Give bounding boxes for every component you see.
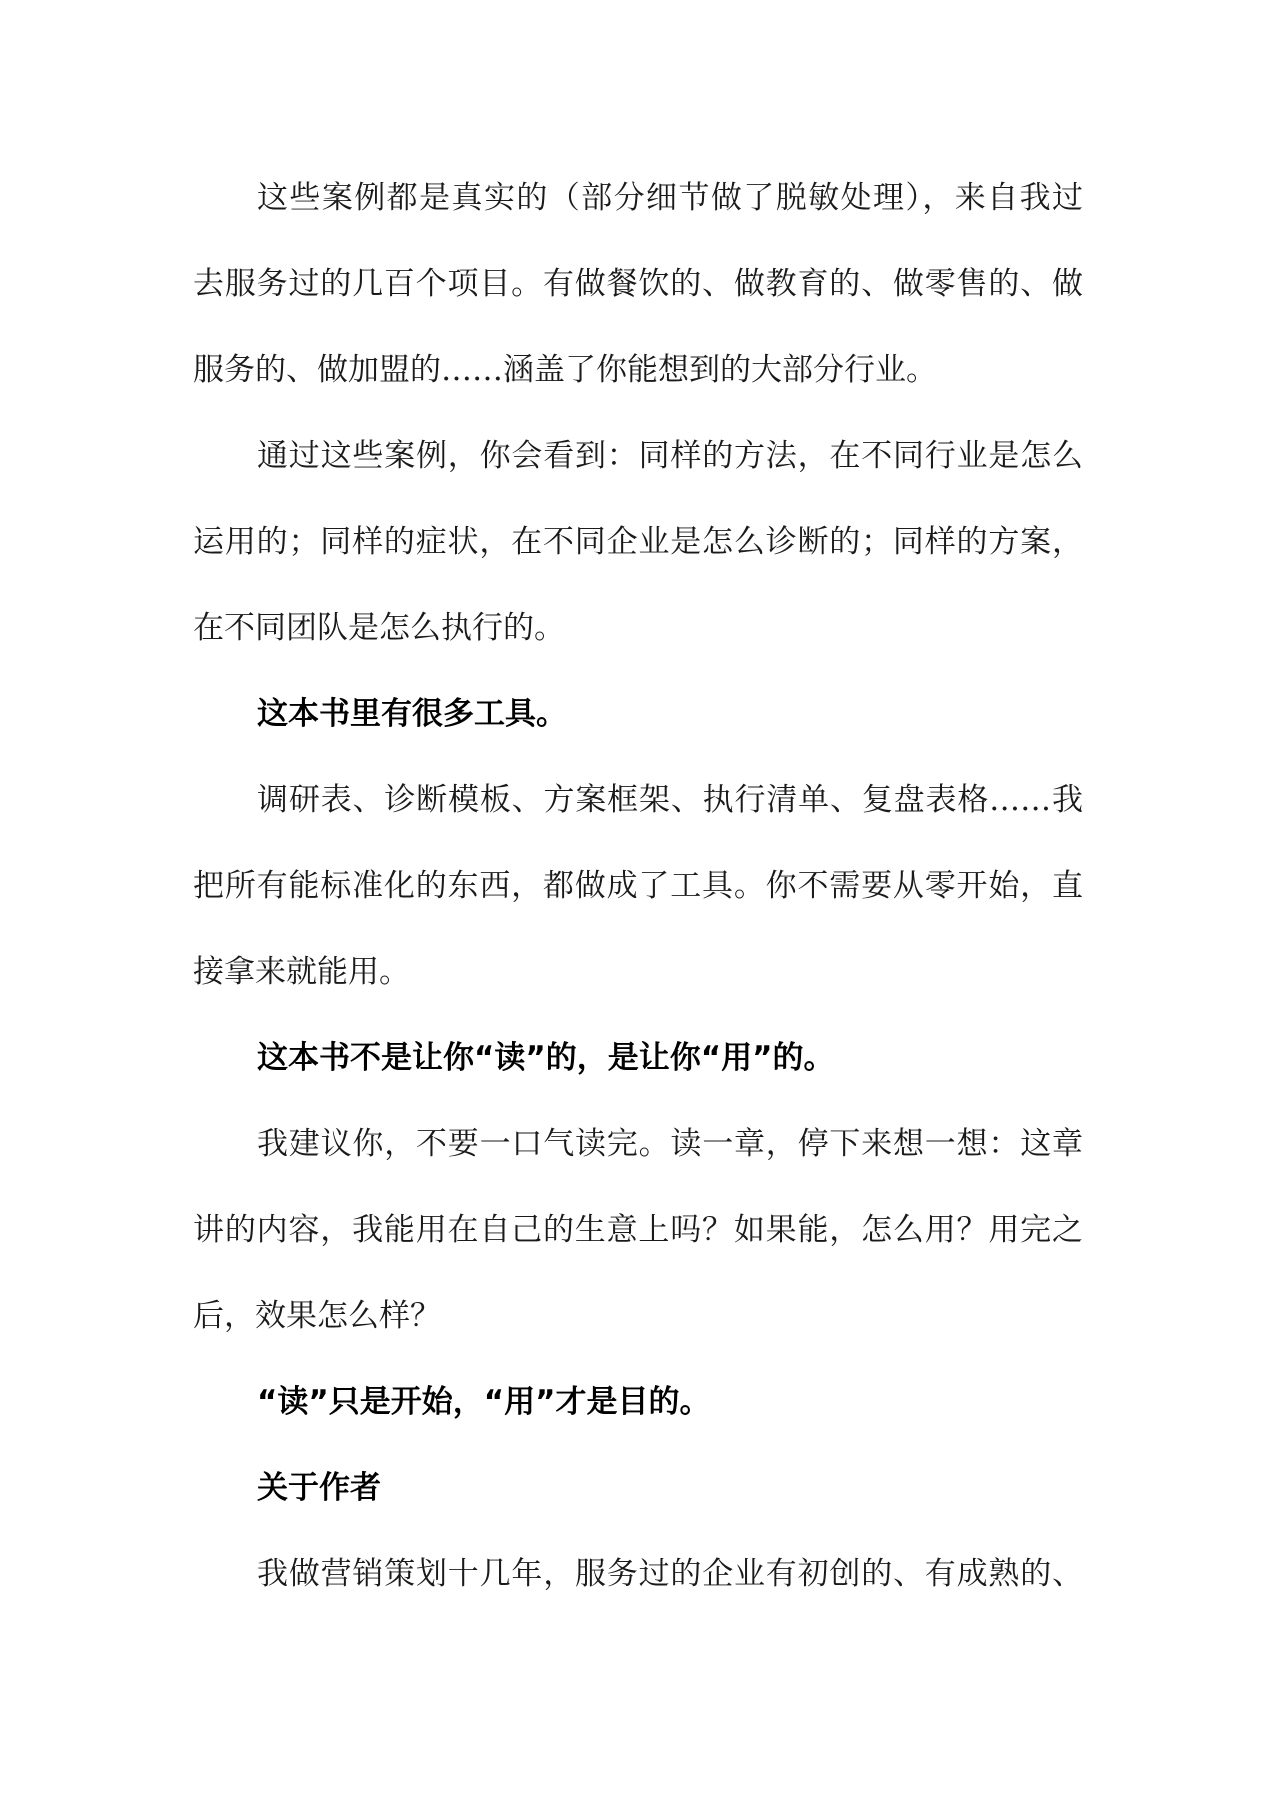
body-text-line: 在不同团队是怎么执行的。 xyxy=(193,610,565,646)
body-text-line: 接拿来就能用。 xyxy=(193,954,410,990)
body-text-line: 我做营销策划十几年，服务过的企业有初创的、有成熟的、 xyxy=(257,1556,1083,1592)
section-heading: 关于作者 xyxy=(257,1470,381,1506)
body-text-line: 这些案例都是真实的（部分细节做了脱敏处理），来自我过 xyxy=(257,180,1083,216)
body-text-line: 讲的内容，我能用在自己的生意上吗？如果能，怎么用？用完之 xyxy=(193,1212,1083,1248)
bold-heading-line: 这本书不是让你“读”的，是让你“用”的。 xyxy=(257,1040,835,1076)
body-text-line: 通过这些案例，你会看到：同样的方法，在不同行业是怎么 xyxy=(257,438,1083,474)
body-text-line: 运用的；同样的症状，在不同企业是怎么诊断的；同样的方案， xyxy=(193,524,1083,560)
body-text-line: 后，效果怎么样？ xyxy=(193,1298,441,1334)
bold-heading-line: 这本书里有很多工具。 xyxy=(257,696,567,732)
body-text-line: 把所有能标准化的东西，都做成了工具。你不需要从零开始，直 xyxy=(193,868,1083,904)
body-text-line: 服务的、做加盟的……涵盖了你能想到的大部分行业。 xyxy=(193,352,937,388)
bold-heading-line: “读”只是开始，“用”才是目的。 xyxy=(257,1384,711,1420)
body-text-line: 去服务过的几百个项目。有做餐饮的、做教育的、做零售的、做 xyxy=(193,266,1083,302)
body-text-line: 我建议你，不要一口气读完。读一章，停下来想一想：这章 xyxy=(257,1126,1083,1162)
body-text-line: 调研表、诊断模板、方案框架、执行清单、复盘表格……我 xyxy=(257,782,1083,818)
